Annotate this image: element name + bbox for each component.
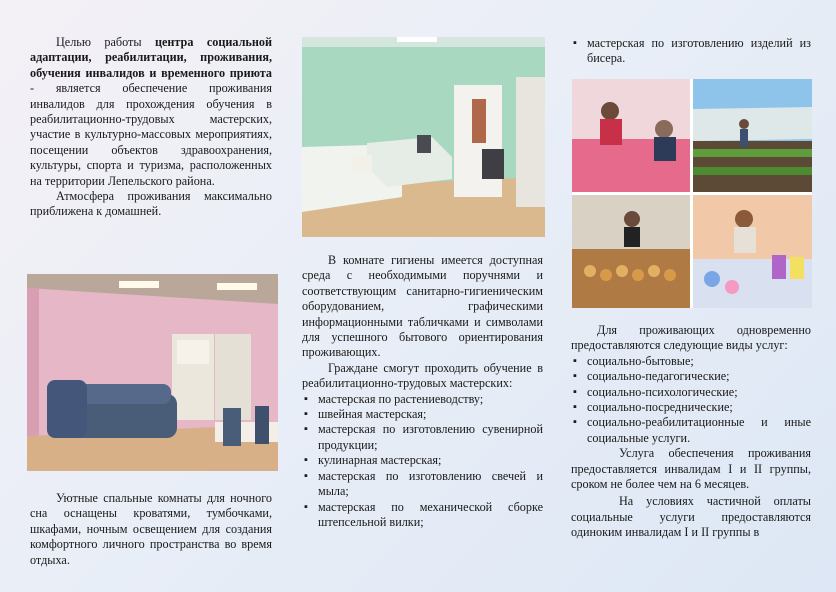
atmosphere-paragraph: Атмосфера проживания максимально приближена к домашней. <box>30 189 272 219</box>
living-room-photo <box>27 274 278 471</box>
workshop-list <box>302 392 543 531</box>
hygiene-paragraph: В комнате гигиены имеется доступная среда с необходимыми поручнями и соответствующим санитарно-гигиеническим оборудованием, графическими информационными табличками и символами для успешного бытового ориентирования проживающих. <box>302 253 543 360</box>
services-list <box>571 354 811 446</box>
accommodation-paragraph: Услуга обеспечения проживания предоставляется инвалидам I и II группы, сроком не более чем на 6 месяцев. <box>571 446 811 492</box>
list-item: ▪ социально-бытовые; <box>571 354 811 369</box>
column-middle <box>302 253 543 530</box>
list-item: ▪ социально-психологические; <box>571 385 811 400</box>
list-item: ▪ социально-педагогические; <box>571 369 811 384</box>
list-item: ▪ социально-посреднические; <box>571 400 811 415</box>
bedrooms-block <box>30 491 272 568</box>
workshop-collage <box>572 79 812 308</box>
workshop-list-continued <box>571 36 811 67</box>
column-right-top <box>571 36 811 67</box>
bedroom-illustration <box>302 37 545 237</box>
intro-bold: центра социальной адаптации, реабилитации, проживания, обучения инвалидов и временного приюта <box>30 35 272 80</box>
list-item: ▪ швейная мастерская; <box>302 407 543 422</box>
column-left <box>30 0 272 220</box>
list-item: ▪ социально-реабилитационные и иные социальные услуги. <box>571 415 811 446</box>
column-right-bottom <box>571 323 811 541</box>
list-item: ▪ мастерская по изготовлению сувенирной продукции; <box>302 422 543 453</box>
services-intro: Для проживающих одновременно предоставляются следующие виды услуг: <box>571 323 811 353</box>
bedrooms-paragraph: Уютные спальные комнаты для ночного сна оснащены кроватями, тумбочками, шкафами, ночным освещением для создания комфортного личного пространства во время отдыха. <box>30 491 272 567</box>
collage-illustration <box>572 79 812 308</box>
living-room-illustration <box>27 274 278 471</box>
partial-pay-paragraph: На условиях частичной оплаты социальные услуги предоставляются одиноким инвалидам I и II группы в <box>571 494 811 540</box>
intro-paragraph <box>30 35 272 189</box>
list-item: ▪ мастерская по растениеводству; <box>302 392 543 407</box>
intro-post: - является обеспечение проживания инвалидов для прохождения обучения в реабилитационно-трудовых мастерских, участие в культурно-массовых мероприятиях, посещении объектов здравоохранения, культуры, спорта и туризма, расположенных на территории Лепельского района. <box>30 81 272 188</box>
list-item: ▪ мастерская по изготовлению свечей и мыла; <box>302 469 543 500</box>
list-item: ▪ кулинарная мастерская; <box>302 453 543 468</box>
list-item: ▪ мастерская по изготовлению изделий из бисера. <box>571 36 811 67</box>
intro-pre: Целью работы <box>56 35 155 49</box>
list-item: ▪ мастерская по механической сборке штепсельной вилки; <box>302 500 543 531</box>
bedroom-photo <box>302 37 545 237</box>
training-intro: Граждане смогут проходить обучение в реабилитационно-трудовых мастерских: <box>302 360 543 391</box>
